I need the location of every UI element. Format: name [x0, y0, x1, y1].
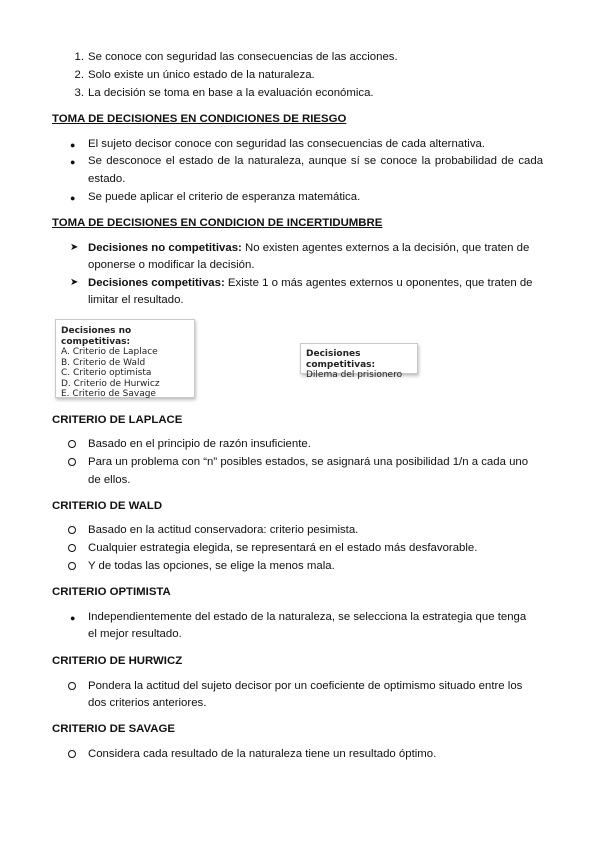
list-item: Se puede aplicar el criterio de esperanza matemática. — [88, 191, 361, 203]
figure-no-competitivas — [55, 319, 195, 398]
section-heading-optimista: CRITERIO OPTIMISTA — [52, 586, 171, 598]
list-number: 2. — [74, 69, 84, 81]
section-heading-laplace: CRITERIO DE LAPLACE — [52, 414, 183, 426]
list-item: Y de todas las opciones, se elige la menos mala. — [88, 560, 335, 572]
list-item-continuation: limitar el resultado. — [88, 294, 184, 306]
arrow-bullet-icon: ➤ — [70, 277, 79, 288]
list-item: Basado en el principio de razón insuficiente. — [88, 438, 311, 450]
section-heading-incertidumbre: TOMA DE DECISIONES EN CONDICION DE INCERTIDUMBRE — [52, 217, 383, 229]
figure-title: Decisiones competitivas: — [306, 349, 376, 370]
term-description: No existen agentes externos a la decisión, que traten de — [241, 242, 530, 254]
list-item-continuation: dos criterios anteriores. — [88, 697, 207, 709]
circle-bullet-icon — [68, 750, 76, 758]
circle-bullet-icon — [68, 440, 76, 448]
term-bold: Decisiones competitivas: — [88, 277, 225, 289]
list-item: Basado en la actitud conservadora: criterio pesimista. — [88, 524, 359, 536]
list-item: Se desconoce el estado de la naturaleza, aunque sí se conoce la probabilidad de cada — [88, 155, 544, 167]
figure-item: C. Criterio optimista — [61, 368, 152, 378]
figure-competitivas — [300, 343, 418, 380]
circle-bullet-icon — [68, 544, 76, 552]
list-item — [88, 276, 533, 290]
list-item: La decisión se toma en base a la evaluación económica. — [88, 87, 374, 99]
circle-bullet-icon — [68, 526, 76, 534]
list-item-continuation: estado. — [88, 173, 126, 185]
list-item: Para un problema con “n” posibles estados, se asignará una posibilidad 1/n a cada uno — [88, 456, 529, 468]
bullet-icon: ● — [70, 157, 76, 167]
section-heading-savage: CRITERIO DE SAVAGE — [52, 723, 175, 735]
section-heading-riesgo: TOMA DE DECISIONES EN CONDICIONES DE RIESGO — [52, 113, 347, 125]
term-description: Existe 1 o más agentes externos u oponentes, que traten de — [224, 277, 533, 289]
list-number: 1. — [74, 51, 84, 63]
figure-title: Decisiones no competitivas: — [61, 326, 132, 347]
list-item-continuation: oponerse o modificar la decisión. — [88, 259, 255, 271]
list-item: Pondera la actitud del sujeto decisor por un coeficiente de optimismo situado entre los — [88, 680, 523, 692]
list-item-continuation: de ellos. — [88, 474, 131, 486]
figure-item: D. Criterio de Hurwicz — [61, 378, 160, 389]
arrow-bullet-icon: ➤ — [70, 242, 79, 253]
section-heading-hurwicz: CRITERIO DE HURWICZ — [52, 655, 183, 667]
list-item — [88, 241, 529, 255]
list-item: Solo existe un único estado de la naturaleza. — [88, 69, 315, 81]
list-number: 3. — [74, 87, 84, 99]
circle-bullet-icon — [68, 458, 76, 466]
bullet-icon: ● — [70, 193, 76, 203]
list-item: Considera cada resultado de la naturaleza tiene un resultado óptimo. — [88, 748, 437, 760]
bullet-icon: ● — [70, 613, 76, 623]
list-item: Se conoce con seguridad las consecuencias de las acciones. — [88, 51, 398, 63]
term-bold: Decisiones no competitivas: — [88, 242, 242, 254]
figure-item: B. Criterio de Wald — [61, 357, 146, 368]
figure-item: Dilema del prisionero — [306, 370, 403, 380]
figure-item: E. Criterio de Savage — [61, 389, 156, 399]
figure-item: A. Criterio de Laplace — [61, 347, 158, 357]
list-item: Cualquier estrategia elegida, se representará en el estado más desfavorable. — [88, 542, 478, 554]
list-item: El sujeto decisor conoce con seguridad las consecuencias de cada alternativa. — [88, 138, 486, 150]
bullet-icon: ● — [70, 140, 76, 150]
list-item: Independientemente del estado de la naturaleza, se selecciona la estrategia que tenga — [88, 611, 527, 623]
circle-bullet-icon — [68, 682, 76, 690]
circle-bullet-icon — [68, 562, 76, 570]
list-item-continuation: el mejor resultado. — [88, 628, 182, 640]
section-heading-wald: CRITERIO DE WALD — [52, 500, 163, 512]
